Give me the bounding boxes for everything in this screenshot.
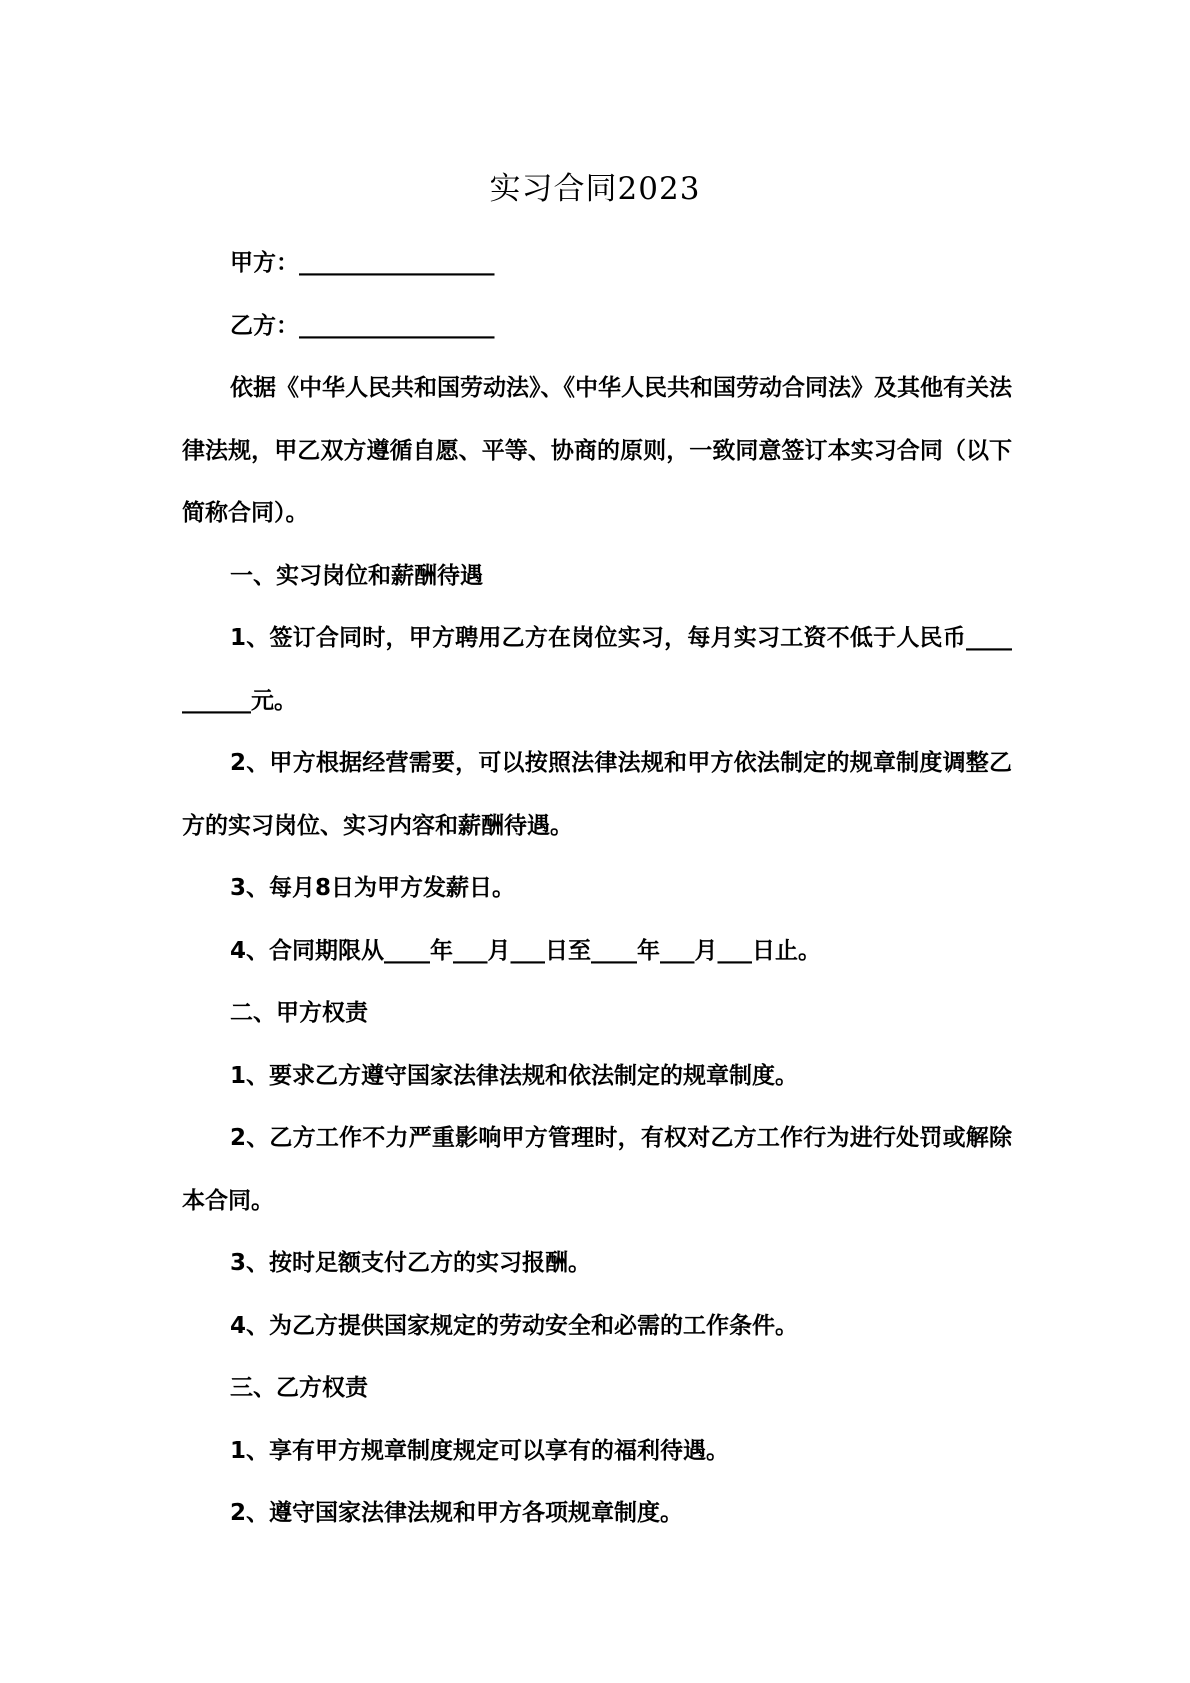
clause-3-2: 2、遵守国家法律法规和甲方各项规章制度。 bbox=[230, 1500, 684, 1526]
clause-2-4: 4、为乙方提供国家规定的劳动安全和必需的工作条件。 bbox=[230, 1312, 799, 1339]
preamble-paragraph: 依据《中华人民共和国劳动法》、《中华人民共和国劳动合同法》及其他有关法律法规，甲乙双方遵循自愿、平等、协商的原则，一致同意签订本实习合同（以下简称合同）。 bbox=[182, 375, 1012, 526]
document-body bbox=[182, 232, 1012, 1545]
clause-2-2: 2、乙方工作不力严重影响甲方管理时，有权对乙方工作行为进行处罚或解除本合同。 bbox=[182, 1125, 1012, 1214]
section-heading-1: 一、实习岗位和薪酬待遇 bbox=[230, 562, 483, 589]
clause-3-1: 1、享有甲方规章制度规定可以享有的福利待遇。 bbox=[230, 1437, 730, 1464]
clause-1-2: 2、甲方根据经营需要，可以按照法律法规和甲方依法制定的规章制度调整乙方的实习岗位、实习内容和薪酬待遇。 bbox=[182, 750, 1012, 839]
clause-1-3: 3、每月8日为甲方发薪日。 bbox=[230, 875, 516, 901]
clause-1-4: 4、合同期限从____年___月___日至____年___月___日止。 bbox=[230, 937, 822, 964]
section-heading-2: 二、甲方权责 bbox=[230, 1000, 368, 1026]
clause-1-1: 1、签订合同时，甲方聘用乙方在岗位实习，每月实习工资不低于人民币__________元。 bbox=[182, 625, 1012, 714]
party-b-line: 乙方：_________________ bbox=[230, 312, 495, 339]
document-title: 实习合同2023 bbox=[489, 171, 701, 207]
party-a-line: 甲方：_________________ bbox=[230, 250, 495, 276]
section-heading-3: 三、乙方权责 bbox=[230, 1375, 368, 1401]
clause-2-1: 1、要求乙方遵守国家法律法规和依法制定的规章制度。 bbox=[230, 1062, 799, 1089]
clause-2-3: 3、按时足额支付乙方的实习报酬。 bbox=[230, 1250, 592, 1276]
